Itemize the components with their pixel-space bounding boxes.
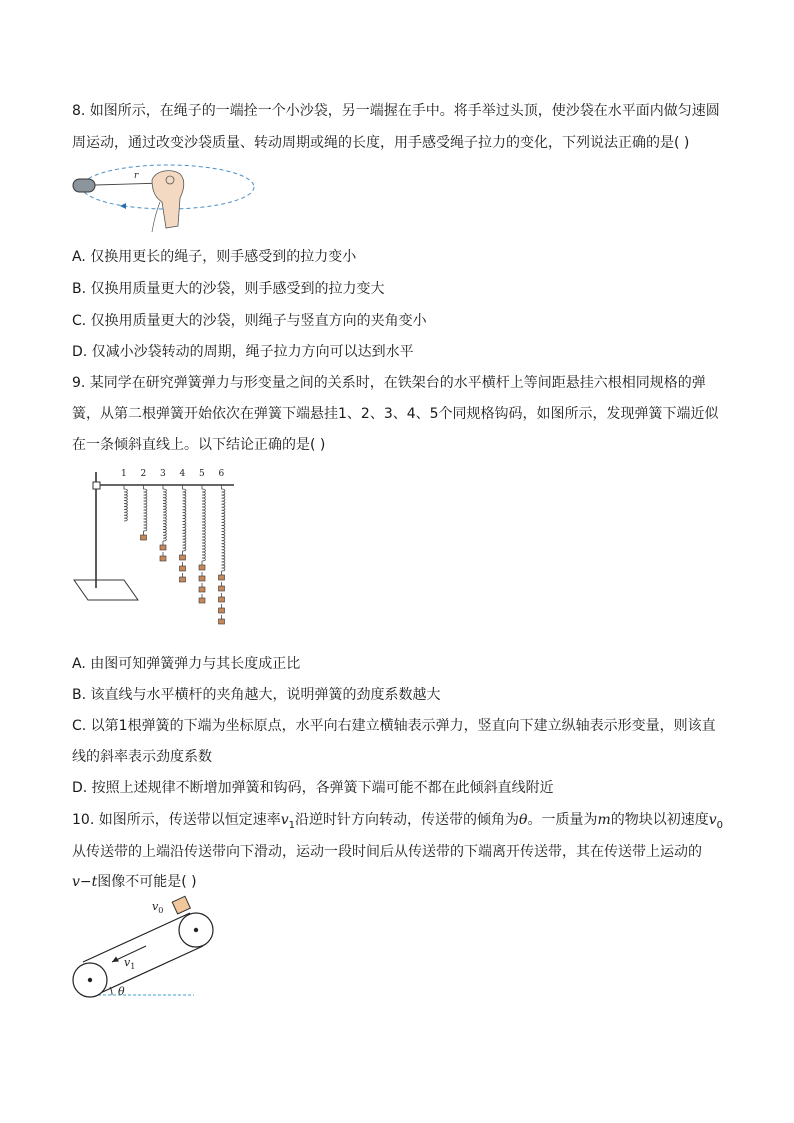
var-v1: v bbox=[280, 812, 289, 828]
var-v0-sub: 0 bbox=[716, 819, 724, 831]
q9-stem-line3: 在一条倾斜直线上。以下结论正确的是( ) bbox=[72, 437, 326, 453]
hook-weight bbox=[219, 597, 225, 602]
motion-arrow bbox=[120, 203, 126, 209]
hook-weight bbox=[199, 587, 205, 592]
radius-label: r bbox=[134, 171, 139, 181]
var-vt: v−t bbox=[72, 874, 98, 890]
spring-label-6: 6 bbox=[218, 469, 225, 479]
hook-weight bbox=[180, 555, 186, 560]
spring-2 bbox=[144, 485, 147, 531]
sandbag bbox=[73, 179, 95, 192]
hook-weight bbox=[180, 577, 186, 582]
clamp bbox=[93, 482, 100, 489]
wrist-line bbox=[152, 202, 160, 232]
q8-stem-line1: 8. 如图所示，在绳子的一端拴一个小沙袋，另一端握在手中。将手举过头顶，使沙袋在水平面内做匀速圆 bbox=[72, 103, 720, 119]
belt-top bbox=[83, 913, 190, 962]
spring-label-5: 5 bbox=[199, 469, 205, 479]
hook-weight bbox=[219, 608, 225, 613]
var-m: m bbox=[597, 812, 611, 828]
spring-label-1: 1 bbox=[121, 469, 127, 479]
hook-weight bbox=[160, 556, 166, 561]
q10-stem-part-a: 10. 如图所示，传送带以恒定速率 bbox=[72, 812, 281, 828]
spring-5 bbox=[202, 485, 205, 561]
hook-weight bbox=[219, 575, 225, 580]
q8-option-d: D. 仅减小沙袋转动的周期，绳子拉力方向可以达到水平 bbox=[72, 344, 414, 360]
fig-v1-label: $v_1$ bbox=[124, 956, 136, 971]
hook-weight bbox=[199, 565, 205, 570]
q8-stem-line2: 周运动，通过改变沙袋质量、转动周期或绳的长度，用手感受绳子拉力的变化，下列说法正确的是( ) bbox=[72, 135, 690, 151]
q10-stem-part-b: 沿逆时针方向转动，传送带的倾角为 bbox=[295, 812, 520, 828]
q10-stem-part-c: 。一质量为 bbox=[527, 812, 598, 828]
q10-stem-line1 bbox=[72, 810, 723, 836]
hand bbox=[152, 171, 184, 228]
q9-stem-line2: 簧，从第二根弹簧开始依次在弹簧下端悬挂1、2、3、4、5个同规格钩码，如图所示，发现弹簧下端近似 bbox=[72, 406, 719, 422]
hook-weight bbox=[180, 566, 186, 571]
block bbox=[172, 896, 190, 914]
hook-weight bbox=[160, 545, 166, 550]
spring-4 bbox=[183, 485, 186, 551]
fig-v0-label: $v_0$ bbox=[152, 900, 164, 915]
q9-option-d: D. 按照上述规律不断增加弹簧和钩码，各弹簧下端可能不都在此倾斜直线附近 bbox=[72, 780, 554, 796]
q10-stem-part-rest: 图像不可能是( ) bbox=[97, 874, 197, 890]
q8-sandbag-figure bbox=[68, 158, 258, 234]
q9-spring-figure bbox=[66, 462, 242, 644]
q9-option-b: B. 该直线与水平横杆的夹角越大，说明弹簧的劲度系数越大 bbox=[72, 687, 441, 703]
upper-roller-axle bbox=[194, 928, 198, 932]
hook-weight bbox=[219, 619, 225, 624]
q9-option-a: A. 由图可知弹簧弹力与其长度成正比 bbox=[72, 656, 301, 672]
q8-option-c: C. 仅换用质量更大的沙袋，则绳子与竖直方向的夹角变小 bbox=[72, 313, 427, 329]
q10-stem-line3 bbox=[72, 872, 197, 892]
spring-1 bbox=[124, 485, 127, 521]
spring-3 bbox=[163, 485, 166, 541]
var-v1-sub: 1 bbox=[288, 819, 296, 831]
q9-option-c-line1: C. 以第1根弹簧的下端为坐标原点，水平向右建立横轴表示弹力，竖直向下建立纵轴表示形变量，则该直 bbox=[72, 718, 716, 734]
fig-theta-label: θ bbox=[118, 985, 125, 998]
var-v0: v bbox=[708, 812, 717, 828]
hook-weight bbox=[199, 576, 205, 581]
spring-label-2: 2 bbox=[140, 469, 147, 479]
spring-6 bbox=[222, 485, 225, 571]
q8-option-a: A. 仅换用更长的绳子，则手感受到的拉力变小 bbox=[72, 249, 357, 265]
spring-label-4: 4 bbox=[179, 469, 186, 479]
lower-roller-axle bbox=[88, 978, 92, 982]
hook-weight bbox=[141, 535, 147, 540]
q10-stem-line2: 从传送带的上端沿传送带向下滑动，运动一段时间后从传送带的下端离开传送带，其在传送带上运动的 bbox=[72, 844, 702, 860]
hook-weight bbox=[219, 586, 225, 591]
stand-base bbox=[74, 580, 138, 600]
var-theta: θ bbox=[519, 812, 528, 828]
q9-option-c-line2: 线的斜率表示劲度系数 bbox=[72, 749, 212, 765]
q10-stem-part-d: 的物块以初速度 bbox=[610, 812, 709, 828]
q8-option-b: B. 仅换用质量更大的沙袋，则手感受到的拉力变大 bbox=[72, 281, 385, 297]
q10-conveyor-figure bbox=[66, 894, 226, 1006]
spring-label-3: 3 bbox=[160, 469, 166, 479]
belt-bottom bbox=[96, 946, 203, 995]
q9-stem-line1: 9. 某同学在研究弹簧弹力与形变量之间的关系时，在铁架台的水平横杆上等间距悬挂六根相同规格的弹 bbox=[72, 375, 706, 391]
hook-weight bbox=[199, 598, 205, 603]
